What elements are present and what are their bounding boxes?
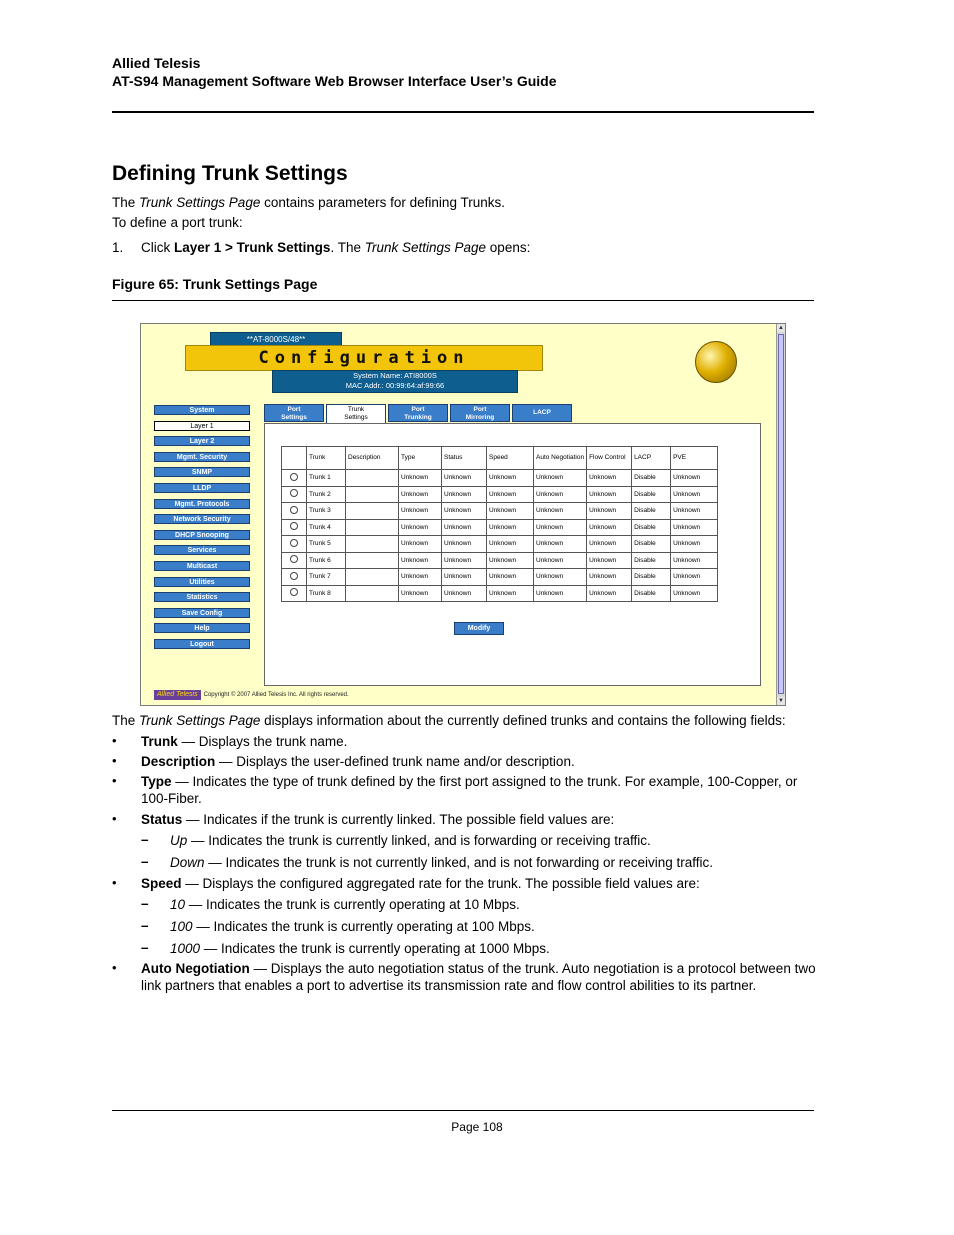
- table-cell: Unknown: [399, 503, 442, 520]
- table-cell: [346, 569, 399, 586]
- table-cell: Trunk 6: [307, 552, 346, 569]
- row-radio-button[interactable]: [290, 588, 298, 596]
- table-cell: Unknown: [399, 470, 442, 487]
- row-select-cell: [282, 536, 307, 553]
- device-tab: **AT-8000S/48**: [210, 332, 342, 347]
- speed-1000: 1000 — Indicates the trunk is currently operating at 1000 Mbps.: [170, 941, 550, 956]
- column-header: Trunk: [307, 447, 346, 470]
- table-cell: Disable: [632, 552, 671, 569]
- table-cell: Disable: [632, 536, 671, 553]
- dash-icon: –: [141, 918, 149, 933]
- table-cell: Unknown: [671, 536, 718, 553]
- tab-label-line2: Settings: [281, 414, 307, 421]
- globe-logo-icon: [695, 341, 737, 383]
- table-cell: Unknown: [442, 486, 487, 503]
- nav-item-snmp[interactable]: SNMP: [154, 467, 250, 477]
- table-cell: Unknown: [534, 503, 587, 520]
- column-header: Flow Control: [587, 447, 632, 470]
- table-cell: Unknown: [487, 569, 534, 586]
- table-cell: Unknown: [442, 585, 487, 602]
- bullet-icon: •: [112, 960, 117, 975]
- row-select-cell: [282, 585, 307, 602]
- tab-port-mirroring[interactable]: [450, 404, 510, 422]
- table-cell: Unknown: [487, 536, 534, 553]
- nav-item-utilities[interactable]: Utilities: [154, 577, 250, 587]
- table-cell: Unknown: [534, 486, 587, 503]
- table-row: [282, 470, 718, 487]
- header-rule: [112, 111, 814, 113]
- column-header: Description: [346, 447, 399, 470]
- table-cell: Trunk 2: [307, 486, 346, 503]
- table-cell: Unknown: [399, 486, 442, 503]
- step-number: 1.: [112, 240, 124, 255]
- bullet-icon: •: [112, 733, 117, 748]
- table-cell: Unknown: [671, 503, 718, 520]
- nav-item-statistics[interactable]: Statistics: [154, 592, 250, 602]
- table-cell: [346, 486, 399, 503]
- table-cell: Unknown: [399, 585, 442, 602]
- nav-item-save-config[interactable]: Save Config: [154, 608, 250, 618]
- column-header: LACP: [632, 447, 671, 470]
- field-trunk: Trunk — Displays the trunk name.: [141, 734, 348, 749]
- dash-icon: –: [141, 832, 149, 847]
- table-cell: Unknown: [587, 503, 632, 520]
- header-company: Allied Telesis: [112, 55, 201, 71]
- speed-10: 10 — Indicates the trunk is currently operating at 10 Mbps.: [170, 897, 520, 912]
- table-cell: Unknown: [487, 519, 534, 536]
- allied-telesis-logo: Allied Telesis: [154, 690, 201, 700]
- table-cell: Unknown: [587, 552, 632, 569]
- dash-icon: –: [141, 940, 149, 955]
- table-row: [282, 503, 718, 520]
- nav-item-network-security[interactable]: Network Security: [154, 514, 250, 524]
- copyright-text: Copyright © 2007 Allied Telesis Inc. All rights reserved.: [203, 692, 349, 698]
- scroll-down-icon[interactable]: ▼: [778, 698, 784, 704]
- row-select-cell: [282, 470, 307, 487]
- system-name: System Name: ATI8000S: [353, 371, 437, 380]
- system-info-box: [272, 370, 518, 393]
- table-cell: Disable: [632, 503, 671, 520]
- table-cell: Unknown: [442, 569, 487, 586]
- intro-paragraph-2: To define a port trunk:: [112, 215, 243, 230]
- bullet-icon: •: [112, 811, 117, 826]
- footer-rule: [112, 1110, 814, 1111]
- column-header: Speed: [487, 447, 534, 470]
- figure-rule: [112, 300, 814, 301]
- table-cell: Unknown: [487, 585, 534, 602]
- table-cell: Disable: [632, 519, 671, 536]
- table-cell: Unknown: [487, 503, 534, 520]
- trunk-table: [281, 446, 718, 602]
- row-radio-button[interactable]: [290, 555, 298, 563]
- bullet-icon: •: [112, 753, 117, 768]
- field-type: Type — Indicates the type of trunk defined by the first port assigned to the trunk. For example, 100-Copper, or 100-Fiber.: [141, 774, 798, 806]
- table-cell: Unknown: [442, 536, 487, 553]
- dash-icon: –: [141, 854, 149, 869]
- table-cell: [346, 552, 399, 569]
- tab-label-line2: Settings: [344, 414, 368, 421]
- table-cell: Unknown: [534, 536, 587, 553]
- nav-item-logout[interactable]: Logout: [154, 639, 250, 649]
- table-cell: Unknown: [487, 470, 534, 487]
- table-cell: Unknown: [587, 486, 632, 503]
- table-cell: Unknown: [534, 519, 587, 536]
- table-cell: Unknown: [399, 536, 442, 553]
- table-row: [282, 585, 718, 602]
- table-cell: Unknown: [587, 569, 632, 586]
- nav-item-layer-1[interactable]: Layer 1: [154, 421, 250, 431]
- table-cell: Unknown: [442, 519, 487, 536]
- table-cell: Disable: [632, 470, 671, 487]
- column-header: Status: [442, 447, 487, 470]
- screenshot-footer: [154, 690, 349, 700]
- header-guide-title: AT-S94 Management Software Web Browser Interface User’s Guide: [112, 73, 557, 89]
- scroll-up-icon[interactable]: ▲: [778, 325, 784, 331]
- row-select-cell: [282, 569, 307, 586]
- bullet-icon: •: [112, 773, 117, 788]
- table-cell: Unknown: [587, 519, 632, 536]
- row-radio-button[interactable]: [290, 539, 298, 547]
- bullet-icon: •: [112, 875, 117, 890]
- table-cell: Trunk 5: [307, 536, 346, 553]
- column-header: PVE: [671, 447, 718, 470]
- table-cell: Trunk 3: [307, 503, 346, 520]
- table-cell: Unknown: [487, 486, 534, 503]
- trunk-settings-screenshot: [140, 323, 786, 706]
- table-row: [282, 486, 718, 503]
- table-cell: Unknown: [671, 552, 718, 569]
- table-cell: Unknown: [587, 585, 632, 602]
- table-cell: Unknown: [587, 536, 632, 553]
- row-radio-button[interactable]: [290, 522, 298, 530]
- row-radio-button[interactable]: [290, 572, 298, 580]
- vertical-scrollbar[interactable]: [776, 324, 785, 705]
- tab-label-line2: Trunking: [404, 414, 432, 421]
- table-cell: [346, 519, 399, 536]
- table-cell: Unknown: [534, 585, 587, 602]
- modify-button[interactable]: Modify: [454, 622, 504, 635]
- table-cell: Trunk 1: [307, 470, 346, 487]
- scroll-thumb[interactable]: [778, 334, 784, 694]
- field-speed: Speed — Displays the configured aggregated rate for the trunk. The possible field values are:: [141, 876, 700, 891]
- table-cell: Unknown: [534, 470, 587, 487]
- field-auto-negotiation: Auto Negotiation — Displays the auto negotiation status of the trunk. Auto negotiation is a protocol between two link partners that enables a port to advertise its transmission rate and flow control abilities to its partner.: [141, 961, 816, 993]
- table-row: [282, 569, 718, 586]
- nav-item-mgmt-security[interactable]: Mgmt. Security: [154, 452, 250, 462]
- table-cell: Trunk 4: [307, 519, 346, 536]
- row-select-cell: [282, 503, 307, 520]
- speed-100: 100 — Indicates the trunk is currently operating at 100 Mbps.: [170, 919, 535, 934]
- table-row: [282, 536, 718, 553]
- table-cell: Disable: [632, 585, 671, 602]
- table-row: [282, 552, 718, 569]
- table-cell: Unknown: [442, 503, 487, 520]
- table-cell: [346, 536, 399, 553]
- row-select-cell: [282, 486, 307, 503]
- table-cell: Unknown: [671, 569, 718, 586]
- nav-item-system[interactable]: System: [154, 405, 250, 415]
- row-select-cell: [282, 519, 307, 536]
- row-radio-button[interactable]: [290, 473, 298, 481]
- intro-paragraph: The Trunk Settings Page contains parameters for defining Trunks.: [112, 195, 505, 210]
- mac-address: MAC Addr.: 00:99:64:af:99:66: [345, 381, 445, 390]
- column-header: Auto Negotiation: [534, 447, 587, 470]
- nav-item-lldp[interactable]: LLDP: [154, 483, 250, 493]
- table-cell: Disable: [632, 486, 671, 503]
- table-cell: Unknown: [442, 552, 487, 569]
- table-row: [282, 519, 718, 536]
- section-title: Defining Trunk Settings: [112, 162, 348, 185]
- column-header: Type: [399, 447, 442, 470]
- row-radio-button[interactable]: [290, 489, 298, 497]
- table-header-row: [282, 447, 718, 470]
- tab-label-line1: Port: [287, 406, 301, 413]
- tab-port-trunking[interactable]: [388, 404, 448, 422]
- page-number: Page 108: [451, 1120, 503, 1134]
- table-cell: Unknown: [487, 552, 534, 569]
- status-down: Down — Indicates the trunk is not currently linked, and is not forwarding or receiving traffic.: [170, 855, 714, 870]
- table-cell: Unknown: [534, 569, 587, 586]
- nav-item-multicast[interactable]: Multicast: [154, 561, 250, 571]
- tab-label-line1: Port: [411, 406, 425, 413]
- nav-item-services[interactable]: Services: [154, 545, 250, 555]
- tab-trunk-settings[interactable]: [326, 404, 386, 424]
- tab-label-line1: Port: [473, 406, 487, 413]
- row-radio-button[interactable]: [290, 506, 298, 514]
- table-cell: [346, 585, 399, 602]
- tab-port-settings[interactable]: [264, 404, 324, 422]
- nav-item-help[interactable]: Help: [154, 623, 250, 633]
- dash-icon: –: [141, 896, 149, 911]
- table-cell: Unknown: [671, 519, 718, 536]
- table-cell: Trunk 7: [307, 569, 346, 586]
- tab-label-line1: Trunk: [347, 406, 365, 413]
- table-cell: Unknown: [671, 470, 718, 487]
- table-cell: Unknown: [399, 569, 442, 586]
- figure-caption: Figure 65: Trunk Settings Page: [112, 276, 318, 292]
- tab-label-line1: LACP: [533, 409, 551, 416]
- table-cell: Unknown: [587, 470, 632, 487]
- table-cell: Disable: [632, 569, 671, 586]
- table-cell: Unknown: [671, 585, 718, 602]
- table-cell: Unknown: [399, 519, 442, 536]
- table-cell: Unknown: [399, 552, 442, 569]
- table-cell: [346, 503, 399, 520]
- table-cell: Trunk 8: [307, 585, 346, 602]
- table-cell: Unknown: [534, 552, 587, 569]
- field-status: Status — Indicates if the trunk is currently linked. The possible field values are:: [141, 812, 615, 827]
- fields-intro: The Trunk Settings Page displays information about the currently defined trunks and contains the following fields:: [112, 713, 786, 728]
- tab-label-line2: Mirroring: [465, 414, 495, 421]
- table-cell: Unknown: [671, 486, 718, 503]
- configuration-banner: Configuration: [185, 345, 543, 371]
- column-header: [282, 447, 307, 470]
- nav-item-mgmt-protocols[interactable]: Mgmt. Protocols: [154, 499, 250, 509]
- status-up: Up — Indicates the trunk is currently linked, and is forwarding or receiving traffic.: [170, 833, 651, 848]
- nav-item-dhcp-snooping[interactable]: DHCP Snooping: [154, 530, 250, 540]
- tab-lacp[interactable]: [512, 404, 572, 422]
- row-select-cell: [282, 552, 307, 569]
- table-cell: Unknown: [442, 470, 487, 487]
- nav-item-layer-2[interactable]: Layer 2: [154, 436, 250, 446]
- table-cell: [346, 470, 399, 487]
- field-description: Description — Displays the user-defined trunk name and/or description.: [141, 754, 575, 769]
- step-text: Click Layer 1 > Trunk Settings. The Trunk Settings Page opens:: [141, 240, 531, 255]
